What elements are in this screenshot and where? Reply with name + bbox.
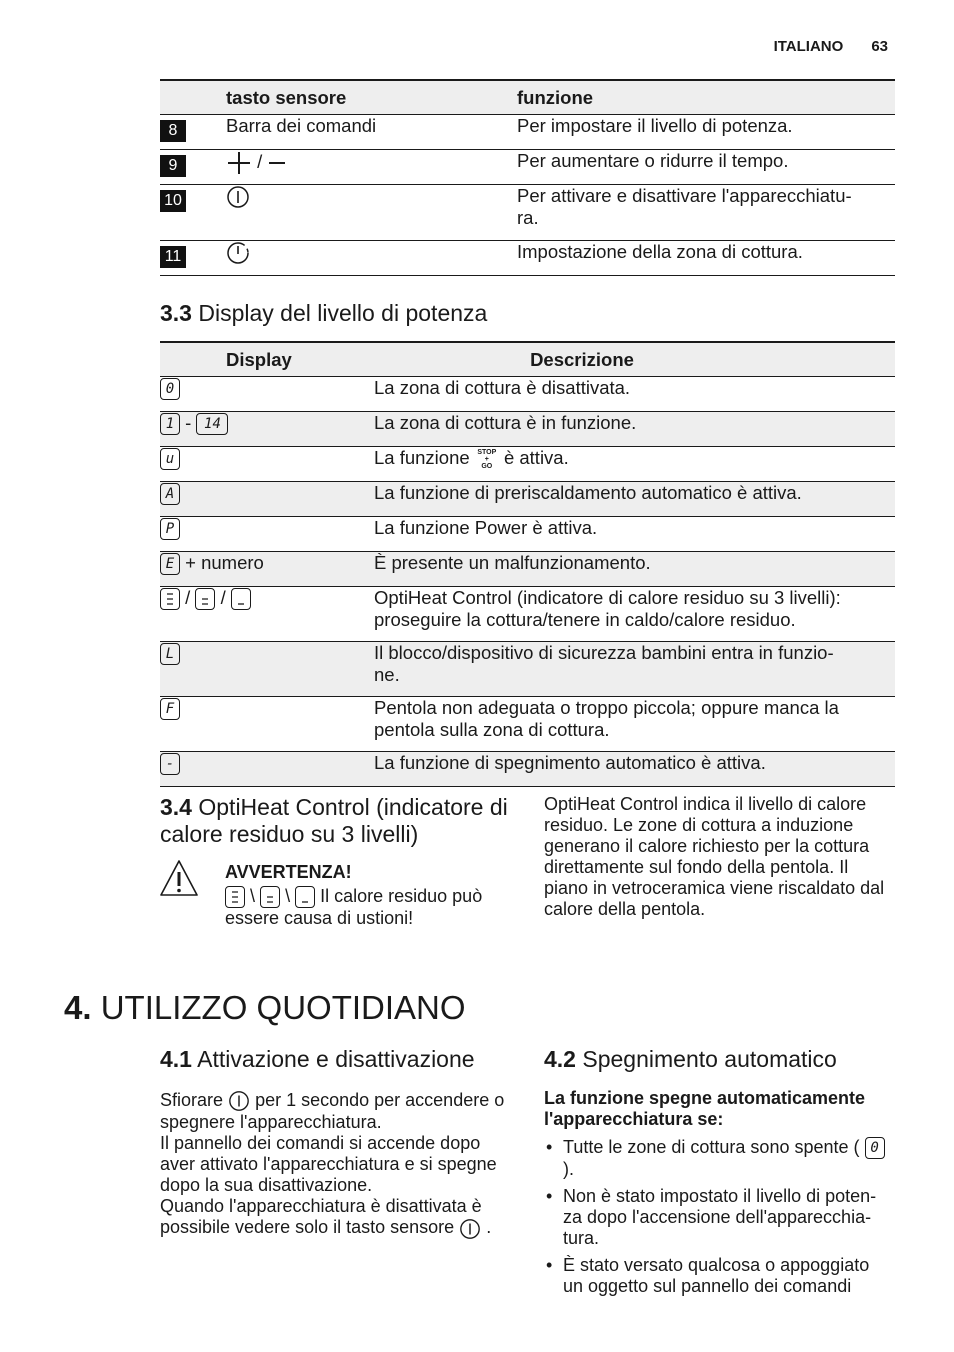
table-row — [160, 377, 895, 412]
page-header — [774, 38, 888, 55]
sensor-cell — [226, 185, 517, 241]
residual-heat-high-icon — [160, 588, 180, 610]
section-number: 3.4 — [160, 794, 192, 820]
section-number: 3.3 — [160, 300, 192, 326]
desc-cell: La zona di cottura è disattivata. — [374, 377, 895, 412]
section-4-2-body — [544, 1088, 894, 1303]
header-language: ITALIANO — [773, 38, 844, 55]
function-cell: Per attivare e disattivare l'apparecchiatu- ra. — [517, 185, 895, 241]
minus-icon — [267, 150, 287, 176]
section-3-4-heading — [160, 794, 520, 848]
display-table — [160, 341, 895, 787]
section-4-1-body — [160, 1090, 515, 1240]
residual-heat-mid-icon — [195, 588, 215, 610]
power-icon — [226, 185, 250, 209]
paragraph: Il pannello dei comandi si accende dopo aver attivato l'apparecchiatura e si spegne dopo la sua disattivazione. — [160, 1133, 497, 1196]
range-separator: - — [185, 412, 192, 433]
sensor-key-table — [160, 79, 895, 276]
section-title: Display del livello di potenza — [198, 300, 488, 326]
plus-icon — [226, 150, 252, 176]
table-row — [160, 642, 895, 697]
cooking-zone-icon — [226, 241, 250, 265]
desc-cell: Pentola non adeguata o troppo piccola; oppure manca la pentola sulla zona di cottura. — [374, 697, 895, 752]
section-3-3-heading — [160, 300, 487, 327]
warning-text: Il calore residuo può essere causa di ustioni! — [225, 886, 483, 929]
display-suffix: + numero — [185, 552, 264, 573]
table-header — [160, 80, 895, 115]
display-symbol: 14 — [196, 413, 228, 435]
sensor-cell — [226, 150, 517, 185]
symbol-separator: / — [185, 587, 191, 608]
col-display-header: Display — [160, 342, 374, 377]
table-row — [160, 447, 895, 482]
section-number: 4.1 — [160, 1046, 192, 1072]
paragraph-text: Sfiorare — [160, 1090, 224, 1110]
symbol-separator: \ — [250, 886, 256, 906]
function-cell: Per impostare il livello di potenza. — [517, 115, 895, 150]
residual-heat-high-icon — [225, 886, 245, 908]
stop-go-label: GO — [481, 462, 493, 470]
residual-heat-low-icon — [295, 886, 315, 908]
desc-cell: La funzione di spegnimento automatico è attiva. — [374, 752, 895, 787]
table-row — [160, 241, 895, 276]
section-4-1-heading — [160, 1046, 475, 1073]
col-sensor-header: tasto sensore — [226, 80, 517, 115]
table-row — [160, 587, 895, 642]
display-symbol: E — [160, 553, 180, 575]
paragraph — [160, 1196, 515, 1239]
paragraph-text: Quando l'apparecchiatura è disattivata è possibile vedere solo il tasto sensore — [160, 1196, 482, 1238]
function-cell: Per aumentare o ridurre il tempo. — [517, 150, 895, 185]
sensor-cell — [226, 241, 517, 276]
auto-off-list — [544, 1137, 894, 1297]
table-row — [160, 412, 895, 447]
symbol-separator: \ — [285, 886, 291, 906]
table-row — [160, 752, 895, 787]
desc-cell: La funzione di preriscaldamento automatico è attiva. — [374, 482, 895, 517]
row-number: 11 — [160, 246, 186, 268]
residual-heat-low-icon — [231, 588, 251, 610]
table-row — [160, 552, 895, 587]
col-desc-header: Descrizione — [374, 342, 895, 377]
warning-block — [225, 862, 515, 929]
function-cell: Impostazione della zona di cottura. — [517, 241, 895, 276]
stop-go-label: + — [484, 455, 489, 463]
list-item: • Non è stato impostato il livello di poten- za dopo l'accensione dell'apparecchia- tura. — [544, 1186, 894, 1249]
row-number: 9 — [160, 155, 186, 177]
display-symbol: - — [160, 753, 180, 775]
chapter-title: UTILIZZO QUOTIDIANO — [100, 989, 466, 1026]
desc-cell: OptiHeat Control (indicatore di calore residuo su 3 livelli): proseguire la cottura/tenere in caldo/calore residuo. — [374, 587, 895, 642]
row-number: 8 — [160, 120, 186, 142]
display-symbol: A — [160, 483, 180, 505]
table-row — [160, 517, 895, 552]
symbol-separator: / — [220, 587, 226, 608]
display-symbol: F — [160, 698, 180, 720]
section-number: 4.2 — [544, 1046, 576, 1072]
section-title: OptiHeat Control (indicatore di calore residuo su 3 livelli) — [160, 794, 508, 848]
stop-go-icon — [475, 449, 499, 470]
section-title: Spegnimento automatico — [582, 1046, 837, 1072]
desc-cell: La funzione Power è attiva. — [374, 517, 895, 552]
sensor-cell: Barra dei comandi — [226, 115, 517, 150]
display-symbol: 1 — [160, 413, 180, 435]
header-page-number: 63 — [871, 38, 888, 55]
list-item: • È stato versato qualcosa o appoggiato un oggetto sul pannello dei comandi — [544, 1255, 894, 1297]
display-symbol: u — [160, 448, 180, 470]
table-header — [160, 342, 895, 377]
desc-text: La funzione — [374, 447, 470, 468]
power-icon — [228, 1090, 250, 1112]
desc-text: è attiva. — [503, 447, 569, 468]
list-item — [544, 1137, 894, 1180]
chapter-number: 4. — [64, 989, 92, 1026]
warning-body — [225, 886, 515, 929]
intro-text: La funzione spegne automaticamente l'apparecchiatura se: — [544, 1088, 866, 1129]
paragraph-text: per 1 secondo per accendere o spegnere l'apparecchiatura. — [160, 1090, 505, 1133]
desc-cell: La zona di cottura è in funzione. — [374, 412, 895, 447]
chapter-4-heading — [64, 988, 466, 1028]
list-item-text: ). — [563, 1159, 574, 1180]
table-row — [160, 697, 895, 752]
display-symbol: 0 — [865, 1137, 885, 1159]
paragraph-text: . — [486, 1217, 492, 1238]
table-row — [160, 185, 895, 241]
row-number: 10 — [160, 190, 186, 212]
desc-cell: È presente un malfunzionamento. — [374, 552, 895, 587]
table-row — [160, 482, 895, 517]
desc-cell — [374, 447, 895, 482]
optiheat-description: OptiHeat Control indica il livello di calore residuo. Le zone di cottura a induzione generano il calore richiesto per la cottura direttamente sul fondo della pentola. Il piano in vetroceramica viene riscaldato dal calore della pentola. — [544, 794, 885, 919]
desc-cell: Il blocco/dispositivo di sicurezza bambini entra in funzio- ne. — [374, 642, 895, 697]
residual-heat-mid-icon — [260, 886, 280, 908]
warning-triangle-icon — [158, 858, 200, 898]
table-row — [160, 150, 895, 185]
stop-go-label: STOP — [477, 448, 497, 456]
display-symbol: L — [160, 643, 180, 665]
display-symbol: P — [160, 518, 180, 540]
plus-minus-separator: / — [257, 150, 263, 172]
table-row — [160, 115, 895, 150]
power-icon — [459, 1218, 481, 1240]
col-function-header: funzione — [517, 80, 895, 115]
section-title: Attivazione e disattivazione — [197, 1046, 475, 1072]
list-item-text: Tutte le zone di cottura sono spente ( — [563, 1137, 860, 1157]
paragraph — [160, 1090, 515, 1133]
display-symbol: 0 — [160, 378, 180, 400]
warning-title: AVVERTENZA! — [225, 862, 352, 882]
section-4-2-heading — [544, 1046, 837, 1073]
